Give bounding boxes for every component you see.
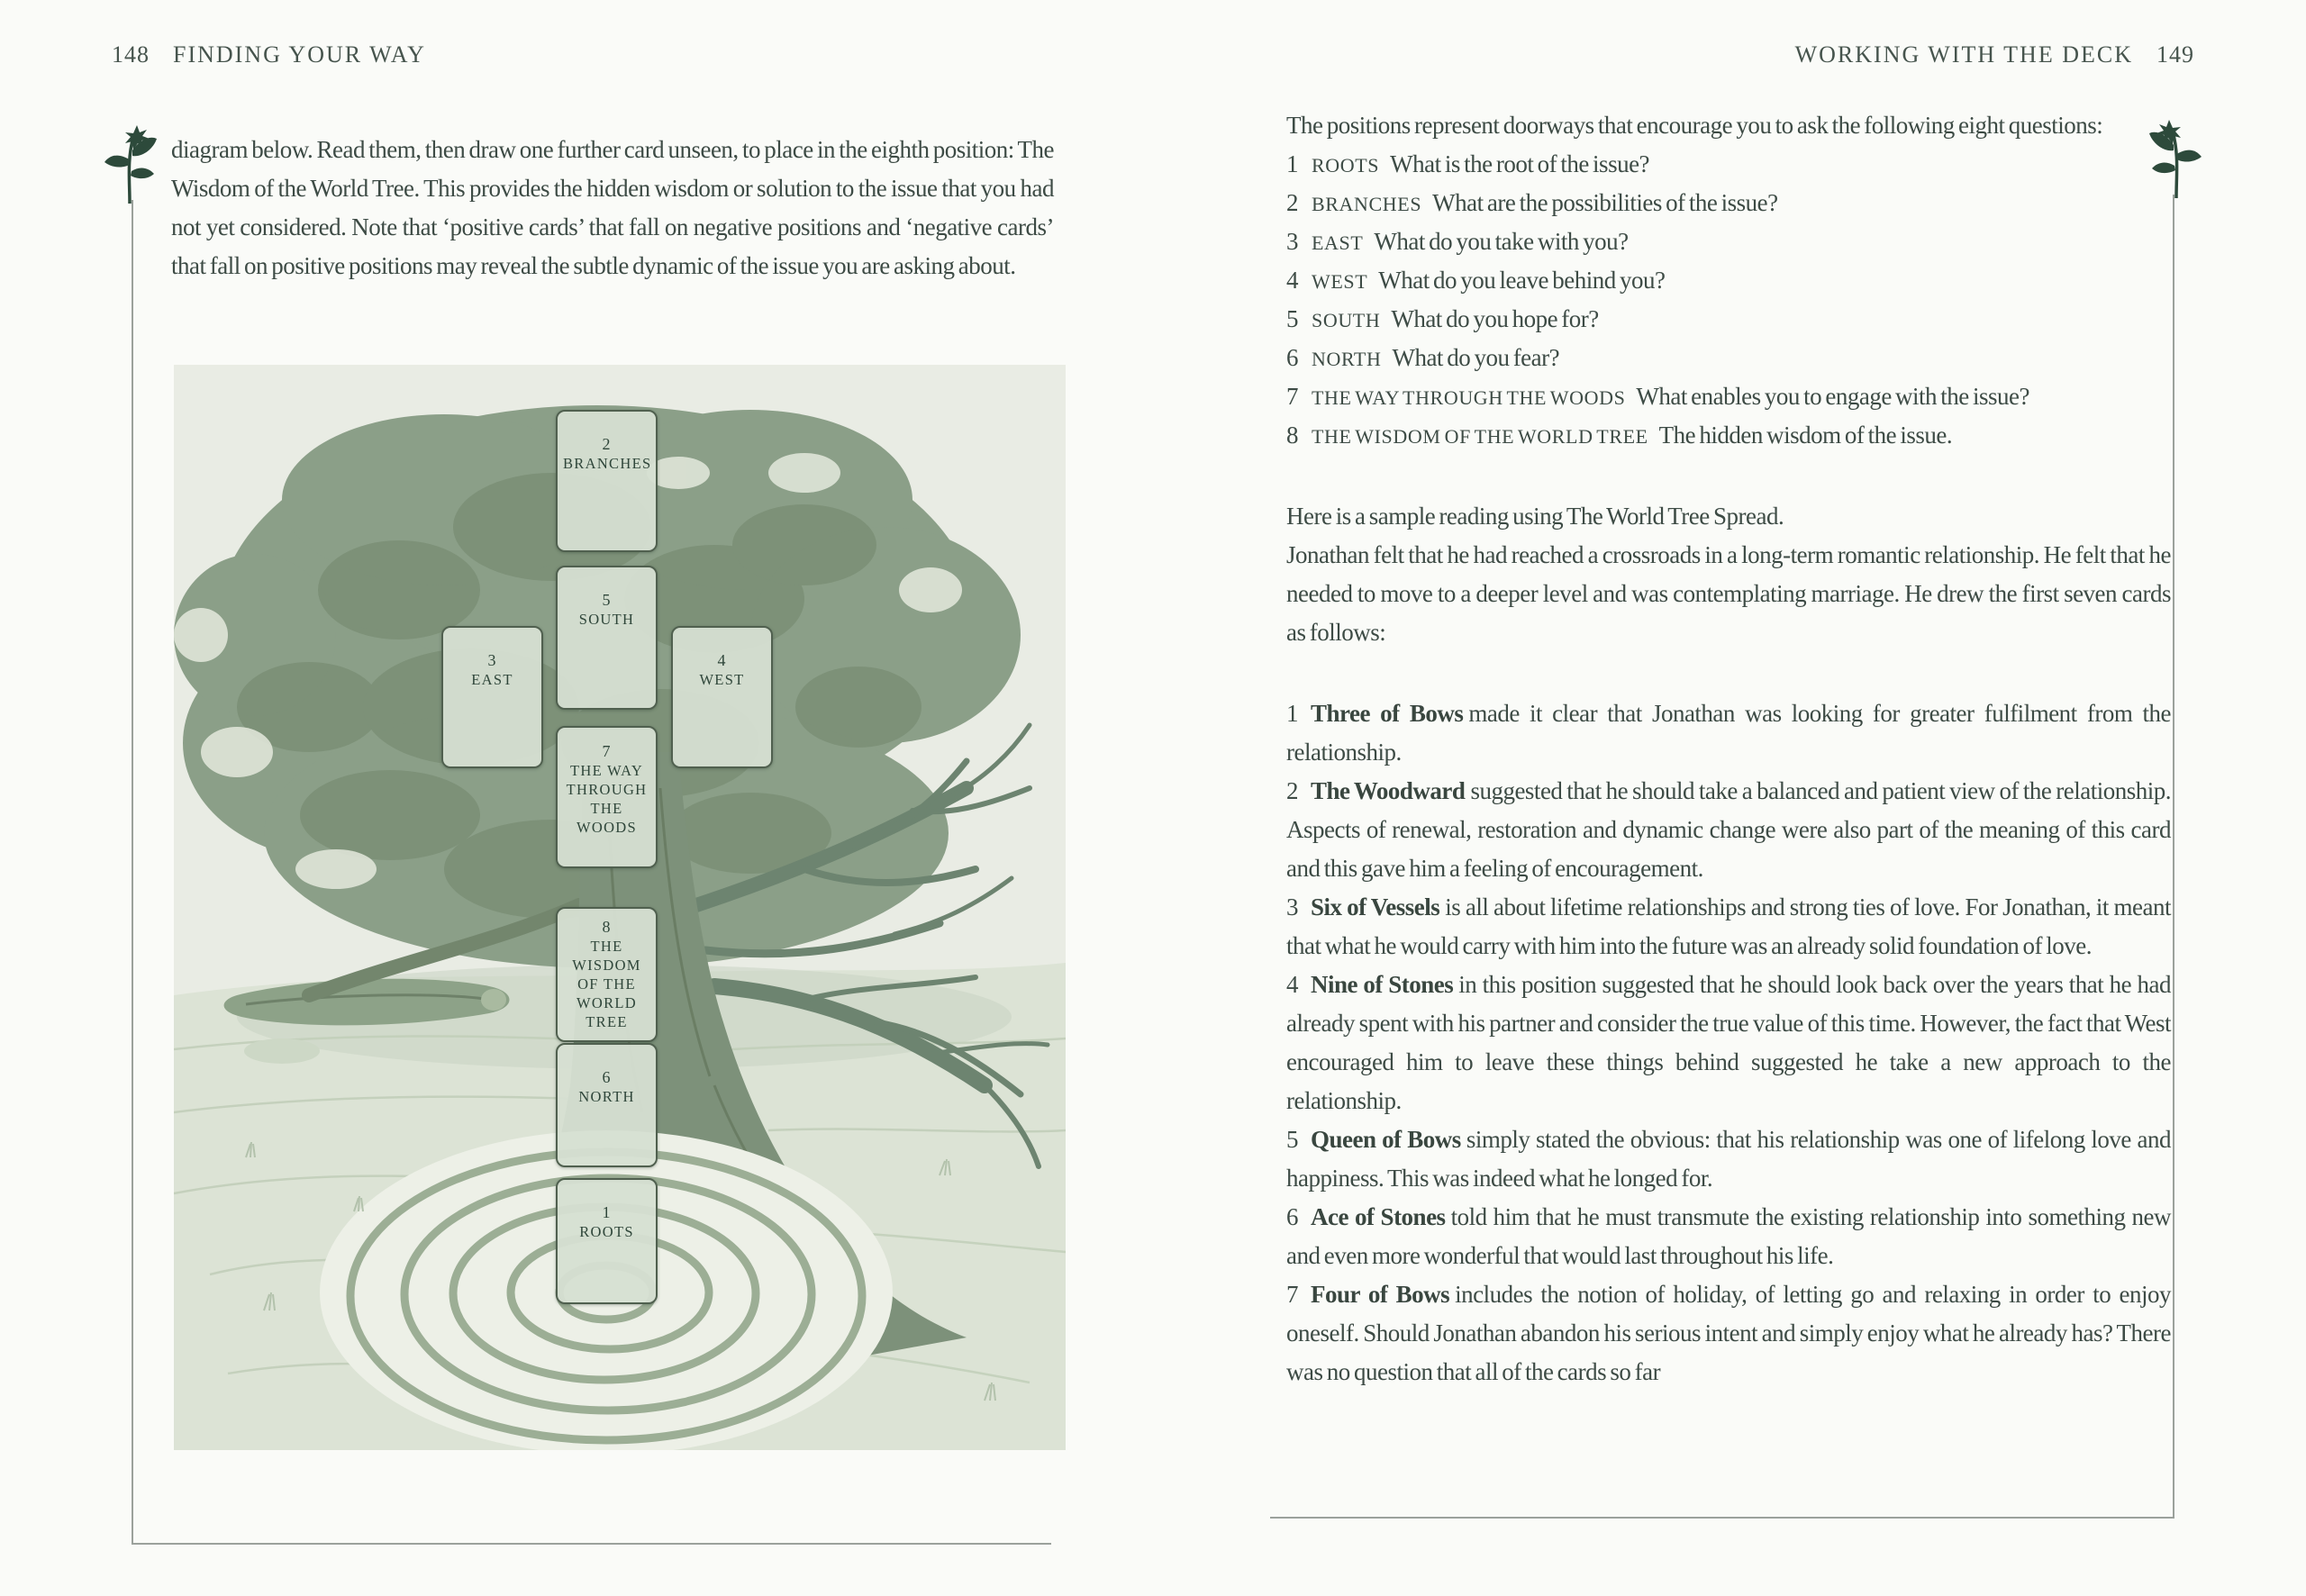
question-text: What enables you to engage with the issue? xyxy=(1636,383,2030,410)
right-running-head-title: WORKING WITH THE DECK xyxy=(1794,41,2133,68)
spread-card-east xyxy=(441,626,543,768)
card-label: ROOTS xyxy=(579,1223,634,1240)
question-text: What do you hope for? xyxy=(1391,305,1599,332)
reading-item xyxy=(1286,772,2171,888)
left-page-number: 148 xyxy=(112,41,150,68)
question-item xyxy=(1286,184,2171,222)
reading-number: 1 xyxy=(1286,700,1298,727)
blank-line xyxy=(1286,455,2171,497)
question-number: 2 xyxy=(1286,189,1298,216)
question-position: THE WISDOM OF THE WORLD TREE xyxy=(1312,425,1648,448)
reading-text: includes the notion of holiday, of letting go and relaxing in order to enjoy oneself. Should Jonathan abandon his serious intent and simply enjoy what he already has? There was no question that all of the cards so far xyxy=(1286,1281,2171,1385)
reading-item xyxy=(1286,888,2171,966)
reading-number: 2 xyxy=(1286,777,1298,804)
reading-card-name: Ace of Stones xyxy=(1311,1203,1446,1230)
reading-item xyxy=(1286,694,2171,772)
spread-card-wisdom-world-tree xyxy=(556,907,658,1042)
question-number: 8 xyxy=(1286,422,1298,449)
right-running-head xyxy=(1795,41,2194,68)
left-running-head xyxy=(112,41,426,68)
reading-item xyxy=(1286,1198,2171,1275)
question-number: 3 xyxy=(1286,228,1298,255)
question-item xyxy=(1286,339,2171,377)
reading-card-name: Four of Bows xyxy=(1311,1281,1450,1308)
card-number: 4 xyxy=(717,651,727,669)
reading-item xyxy=(1286,1120,2171,1198)
reading-number: 3 xyxy=(1286,893,1298,920)
question-item xyxy=(1286,261,2171,300)
blank-line xyxy=(1286,652,2171,694)
card-number: 7 xyxy=(602,742,612,760)
reading-number: 5 xyxy=(1286,1126,1298,1153)
card-number: 5 xyxy=(602,591,612,609)
card-number: 8 xyxy=(602,918,612,936)
question-text: What do you leave behind you? xyxy=(1378,267,1666,294)
floral-sprig-icon xyxy=(103,121,159,204)
card-label: WEST xyxy=(699,671,745,688)
reading-card-name: Nine of Stones xyxy=(1311,971,1454,998)
question-item xyxy=(1286,222,2171,261)
reading-number: 6 xyxy=(1286,1203,1298,1230)
question-number: 4 xyxy=(1286,267,1298,294)
reading-text: made it clear that Jonathan was looking for greater fulfilment from the relationship. xyxy=(1286,700,2171,766)
card-label: THE WISDOM OF THE WORLD TREE xyxy=(572,938,641,1030)
spread-card-branches xyxy=(556,410,658,552)
reading-text: in this position suggested that he should look back over the years that he had already spent with his partner and consider the true value of this time. However, the fact that West encouraged him to leave these things behind suggested he take a new approach to the relationship. xyxy=(1286,971,2171,1114)
left-paragraph: diagram below. Read them, then draw one further card unseen, to place in the eighth position: The Wisdom of the World Tree. This provides the hidden wisdom or solution to the issue that you had not yet considered. Note that ‘positive cards’ that fall on negative positions and ‘negative cards’ that fall on positive positions may reveal the subtle dynamic of the issue you are asking about. xyxy=(171,136,1054,279)
card-label: SOUTH xyxy=(578,611,635,628)
reading-card-name: The Woodward xyxy=(1311,777,1466,804)
positions-intro: The positions represent doorways that encourage you to ask the following eight questions: xyxy=(1286,112,2103,139)
question-item xyxy=(1286,416,2171,455)
question-position: ROOTS xyxy=(1312,154,1380,177)
question-position: THE WAY THROUGH THE WOODS xyxy=(1312,386,1626,409)
reading-text: simply stated the obvious: that his relationship was one of lifelong love and happiness. This was indeed what he longed for. xyxy=(1286,1126,2171,1192)
reading-text: is all about lifetime relationships and strong ties of love. For Jonathan, it meant that what he would carry with him into the future was an already solid foundation of love. xyxy=(1286,893,2171,959)
card-label: THE WAY THROUGH THE WOODS xyxy=(566,762,648,836)
question-text: What do you fear? xyxy=(1392,344,1560,371)
card-number: 2 xyxy=(602,435,612,453)
spread-card-way-through-woods xyxy=(556,726,658,868)
question-position: EAST xyxy=(1312,231,1364,254)
spread-card-west xyxy=(671,626,773,768)
question-item xyxy=(1286,300,2171,339)
question-text: What is the root of the issue? xyxy=(1390,150,1650,177)
question-number: 1 xyxy=(1286,150,1298,177)
question-item xyxy=(1286,377,2171,416)
spread-card-north xyxy=(556,1043,658,1167)
reading-text: suggested that he should take a balanced and patient view of the relationship. Aspects of renewal, restoration and dynamic change were also part of the meaning of this card and this gave him a feeling of encouragement. xyxy=(1286,777,2172,882)
right-page-number: 149 xyxy=(2156,41,2194,68)
spread-card-south xyxy=(556,566,658,710)
card-label: NORTH xyxy=(578,1088,635,1105)
reading-number: 4 xyxy=(1286,971,1298,998)
question-text: What are the possibilities of the issue? xyxy=(1432,189,1778,216)
card-label: EAST xyxy=(471,671,513,688)
world-tree-spread-diagram xyxy=(174,365,1066,1450)
left-bottom-rule xyxy=(132,1543,1051,1545)
question-number: 7 xyxy=(1286,383,1298,410)
card-number: 1 xyxy=(602,1203,612,1221)
reading-item xyxy=(1286,966,2171,1120)
reading-text: told him that he must transmute the existing relationship into something new and even more wonderful that would last throughout his life. xyxy=(1286,1203,2171,1269)
question-position: SOUTH xyxy=(1312,309,1381,331)
right-bottom-rule xyxy=(1270,1517,2174,1519)
reading-item xyxy=(1286,1275,2171,1392)
question-position: NORTH xyxy=(1312,348,1382,370)
position-questions-list xyxy=(1286,145,2171,455)
reading-card-name: Six of Vessels xyxy=(1311,893,1440,920)
reading-number: 7 xyxy=(1286,1281,1298,1308)
question-position: BRANCHES xyxy=(1312,193,1422,215)
question-item xyxy=(1286,145,2171,184)
card-number: 3 xyxy=(487,651,497,669)
sample-reading-intro: Here is a sample reading using The World Tree Spread. xyxy=(1286,503,1784,530)
right-margin-rule xyxy=(2173,195,2174,1517)
spread-card-roots xyxy=(556,1178,658,1304)
question-position: WEST xyxy=(1312,270,1368,293)
question-number: 6 xyxy=(1286,344,1298,371)
question-text: What do you take with you? xyxy=(1374,228,1629,255)
left-running-head-title: FINDING YOUR WAY xyxy=(173,41,426,68)
left-margin-rule xyxy=(132,200,133,1543)
card-label: BRANCHES xyxy=(563,455,652,472)
reading-card-name: Queen of Bows xyxy=(1311,1126,1461,1153)
card-reading-list xyxy=(1286,694,2171,1392)
reading-card-name: Three of Bows xyxy=(1311,700,1464,727)
question-text: The hidden wisdom of the issue. xyxy=(1658,422,1953,449)
card-number: 6 xyxy=(602,1068,612,1086)
sample-reading-context: Jonathan felt that he had reached a crossroads in a long-term romantic relationship. He felt that he needed to move to a deeper level and was contemplating marriage. He drew the first seven cards as follows: xyxy=(1286,541,2171,646)
right-text-column xyxy=(1286,106,2171,1392)
question-number: 5 xyxy=(1286,305,1298,332)
